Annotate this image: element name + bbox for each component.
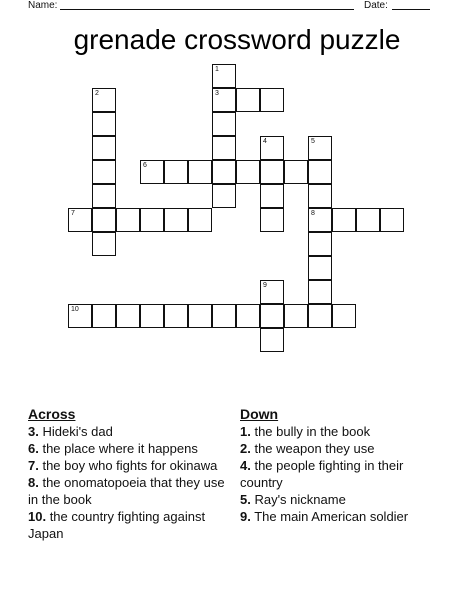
grid-cell[interactable]	[92, 304, 116, 328]
grid-cell[interactable]	[236, 88, 260, 112]
grid-cell[interactable]	[260, 208, 284, 232]
grid-cell[interactable]	[116, 208, 140, 232]
grid-cell[interactable]	[188, 208, 212, 232]
clue-num: 4.	[240, 458, 251, 473]
grid-cell[interactable]	[332, 208, 356, 232]
down-clue	[240, 457, 440, 491]
grid-cell[interactable]	[356, 208, 380, 232]
puzzle-title: grenade crossword puzzle	[73, 24, 401, 55]
across-clue-list	[28, 423, 228, 542]
clue-text: Ray's nickname	[250, 492, 346, 507]
grid-cell[interactable]	[308, 208, 332, 232]
clue-number: 4	[263, 138, 267, 145]
clue-num: 5.	[240, 492, 251, 507]
grid-cell[interactable]	[140, 304, 164, 328]
grid-cell[interactable]	[308, 136, 332, 160]
grid-cell[interactable]	[212, 184, 236, 208]
clue-number: 7	[71, 210, 75, 217]
grid-cell[interactable]	[380, 208, 404, 232]
grid-cell[interactable]	[212, 136, 236, 160]
clue-number: 3	[215, 90, 219, 97]
grid-cell[interactable]	[212, 64, 236, 88]
down-clue	[240, 508, 440, 525]
grid-cell[interactable]	[68, 304, 92, 328]
grid-cell[interactable]	[164, 160, 188, 184]
grid-cell[interactable]	[116, 304, 140, 328]
down-clue-list	[240, 423, 440, 525]
grid-cell[interactable]	[140, 208, 164, 232]
grid-cell[interactable]	[212, 88, 236, 112]
grid-cell[interactable]	[188, 304, 212, 328]
clue-text: Hideki's dad	[38, 424, 113, 439]
grid-cell[interactable]	[236, 160, 260, 184]
down-clue	[240, 423, 440, 440]
down-clue	[240, 440, 440, 457]
date-label: Date:	[364, 0, 388, 11]
down-clue	[240, 491, 440, 508]
clue-number: 2	[95, 90, 99, 97]
clue-text: the bully in the book	[250, 424, 371, 439]
grid-cell[interactable]	[260, 184, 284, 208]
grid-cell[interactable]	[236, 304, 260, 328]
across-clue	[28, 440, 228, 457]
grid-cell[interactable]	[284, 304, 308, 328]
clue-number: 10	[71, 306, 79, 313]
grid-cell[interactable]	[212, 160, 236, 184]
grid-cell[interactable]	[308, 160, 332, 184]
clue-num: 9.	[240, 509, 251, 524]
grid-cell[interactable]	[188, 160, 212, 184]
grid-cell[interactable]	[260, 88, 284, 112]
clue-number: 1	[215, 66, 219, 73]
clue-text: the boy who fights for okinawa	[38, 458, 218, 473]
clue-num: 8.	[28, 475, 39, 490]
grid-cell[interactable]	[92, 88, 116, 112]
clue-num: 7.	[28, 458, 39, 473]
grid-cell[interactable]	[92, 112, 116, 136]
clue-number: 9	[263, 282, 267, 289]
grid-cell[interactable]	[260, 328, 284, 352]
grid-cell[interactable]	[68, 208, 92, 232]
grid-cell[interactable]	[284, 160, 308, 184]
clue-text: the onomatopoeia that they use in the book	[28, 475, 225, 507]
clue-text: the place where it happens	[38, 441, 198, 456]
grid-cell[interactable]	[260, 304, 284, 328]
grid-cell[interactable]	[332, 304, 356, 328]
across-heading: Across	[28, 406, 76, 422]
grid-cell[interactable]	[308, 280, 332, 304]
across-clue	[28, 508, 228, 542]
clue-num: 3.	[28, 424, 39, 439]
grid-cell[interactable]	[308, 256, 332, 280]
grid-cell[interactable]	[164, 208, 188, 232]
grid-cell[interactable]	[260, 160, 284, 184]
grid-cell[interactable]	[212, 112, 236, 136]
clue-number: 5	[311, 138, 315, 145]
down-clues	[240, 406, 440, 525]
clue-text: The main American soldier	[250, 509, 409, 524]
grid-cell[interactable]	[92, 208, 116, 232]
grid-cell[interactable]	[308, 184, 332, 208]
grid-cell[interactable]	[140, 160, 164, 184]
grid-cell[interactable]	[92, 232, 116, 256]
grid-cell[interactable]	[260, 136, 284, 160]
across-clues	[28, 406, 228, 542]
grid-cell[interactable]	[212, 304, 236, 328]
grid-cell[interactable]	[92, 184, 116, 208]
across-clue	[28, 457, 228, 474]
down-heading: Down	[240, 406, 279, 422]
grid-cell[interactable]	[164, 304, 188, 328]
across-clue	[28, 474, 228, 508]
clue-num: 6.	[28, 441, 39, 456]
across-clue	[28, 423, 228, 440]
clue-number: 8	[311, 210, 315, 217]
name-label: Name:	[28, 0, 58, 11]
clue-text: the country fighting against Japan	[28, 509, 206, 541]
clue-number: 6	[143, 162, 147, 169]
grid-cell[interactable]	[260, 280, 284, 304]
clue-num: 10.	[28, 509, 47, 524]
clue-num: 1.	[240, 424, 251, 439]
grid-cell[interactable]	[92, 136, 116, 160]
grid-cell[interactable]	[92, 160, 116, 184]
clue-num: 2.	[240, 441, 251, 456]
grid-cell[interactable]	[308, 232, 332, 256]
grid-cell[interactable]	[308, 304, 332, 328]
clue-text: the people fighting in their country	[240, 458, 404, 490]
clue-text: the weapon they use	[250, 441, 375, 456]
